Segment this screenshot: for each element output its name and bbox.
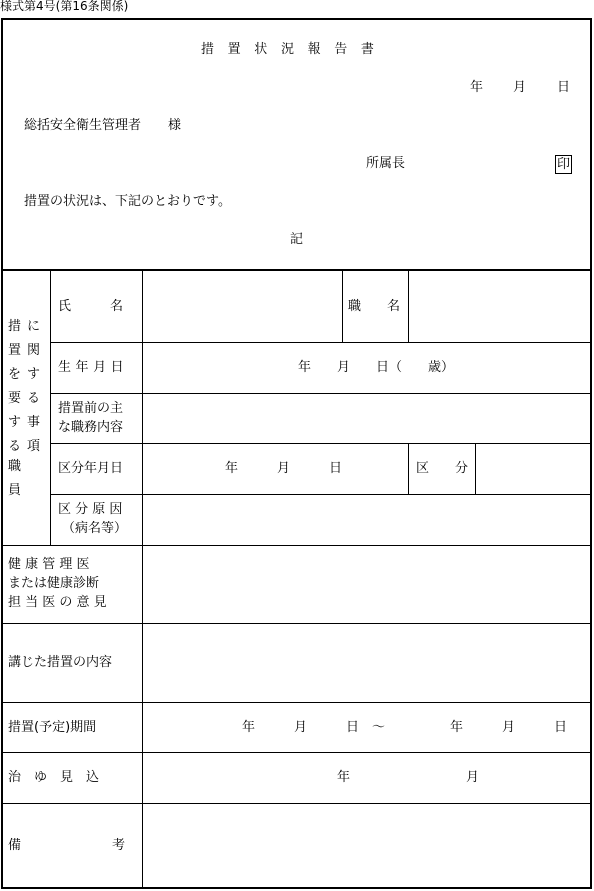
- date-month-label: 月: [513, 80, 527, 95]
- header-divider: [2, 269, 592, 271]
- seal-mark: 印: [557, 157, 571, 172]
- period-value: 年 月 日 ～ 年 月 日: [242, 720, 568, 735]
- row-divider: [51, 443, 592, 444]
- ki-label: 記: [290, 232, 304, 247]
- row-divider: [2, 752, 592, 753]
- measures-label: 講じた措置の内容: [8, 655, 113, 670]
- row-divider: [2, 545, 592, 546]
- name-label: 氏 名: [58, 299, 124, 314]
- column-divider: [475, 443, 476, 494]
- cause-label-line1: 区 分 原 因: [58, 502, 123, 517]
- date-year-label: 年: [470, 80, 484, 95]
- opinion-label-line1: 健 康 管 理 医: [8, 557, 90, 572]
- recovery-month: 月: [466, 770, 480, 785]
- opinion-label-line3: 担 当 医 の 意 見: [8, 595, 107, 610]
- column-divider: [408, 270, 409, 342]
- classification-date-label: 区分年月日: [58, 461, 124, 476]
- row-divider: [51, 494, 592, 495]
- column-divider: [142, 270, 143, 889]
- row-divider: [2, 702, 592, 703]
- recovery-label: 治 ゆ 見 込: [8, 770, 100, 785]
- classification-date-value: 年 月 日: [225, 461, 343, 476]
- opinion-label-line2: または健康診断: [8, 576, 100, 591]
- classification-label: 区 分: [416, 461, 469, 476]
- recovery-year: 年: [337, 770, 351, 785]
- row-divider: [2, 803, 592, 804]
- form-frame: [1, 18, 592, 889]
- remarks-label: 備 考: [8, 838, 126, 853]
- statement: 措置の状況は、下記のとおりです。: [24, 194, 231, 209]
- birthdate-label: 生年月日: [58, 360, 129, 375]
- period-label: 措置(予定)期間: [8, 720, 97, 735]
- column-divider: [50, 270, 51, 545]
- row-divider: [51, 393, 592, 394]
- prior-duties-label-line2: な職務内容: [58, 420, 124, 435]
- addressee: 総括安全衛生管理者: [24, 118, 142, 133]
- honorific: 様: [168, 118, 182, 133]
- position-label: 職 名: [348, 299, 401, 314]
- form-number: 様式第4号(第16条関係): [0, 0, 129, 13]
- department-head-label: 所属長: [366, 156, 406, 171]
- row-divider: [51, 342, 592, 343]
- birthdate-value: 年 月 日（ 歳）: [298, 360, 455, 375]
- cause-label-line2: （病名等）: [62, 521, 128, 536]
- prior-duties-label-line1: 措置前の主: [58, 401, 124, 416]
- date-day-label: 日: [557, 80, 571, 95]
- report-title: 措置状況報告書: [201, 42, 388, 57]
- column-divider: [408, 443, 409, 494]
- column-divider: [342, 270, 343, 342]
- row-divider: [2, 623, 592, 624]
